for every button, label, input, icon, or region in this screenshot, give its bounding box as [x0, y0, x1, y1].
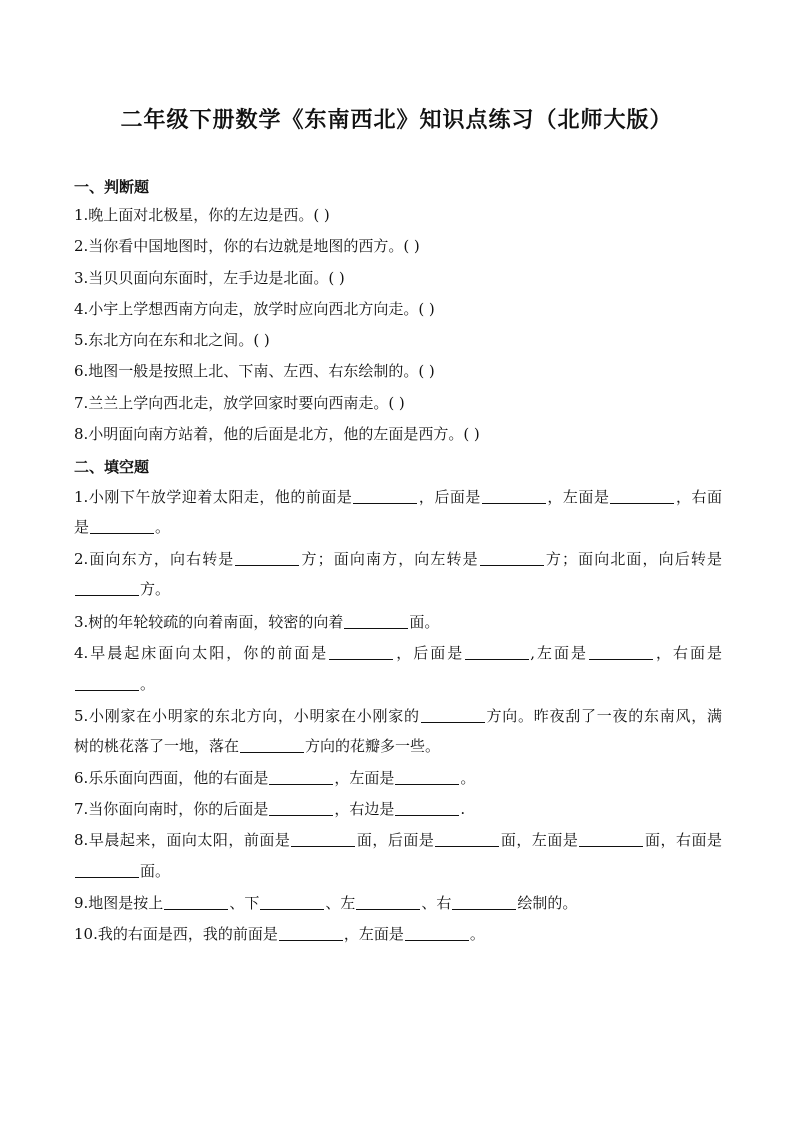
answer-blank[interactable]: [465, 645, 529, 660]
fill-question-4-cont: 。: [74, 674, 722, 694]
answer-blank[interactable]: [75, 676, 139, 691]
answer-blank[interactable]: [356, 895, 420, 910]
answer-blank[interactable]: [279, 926, 343, 941]
answer-blank[interactable]: [269, 801, 333, 816]
answer-blank[interactable]: [164, 895, 228, 910]
fill-question-8: 8.早晨起来，面向太阳，前面是 面，后面是 面，左面是 面，右面是: [74, 831, 722, 849]
page-title: 二年级下册数学《东南西北》知识点练习（北师大版）: [120, 107, 673, 133]
fill-question-5: 5.小刚家在小明家的东北方向，小明家在小刚家的 方向。昨夜刮了一夜的东南风，满: [74, 707, 722, 725]
answer-blank[interactable]: [395, 770, 459, 785]
answer-blank[interactable]: [610, 489, 674, 504]
fill-question-5-cont: 树的桃花落了一地，落在 方向的花瓣多一些。: [74, 737, 441, 755]
answer-blank[interactable]: [482, 489, 546, 504]
fill-question-7: 7.当你面向南时，你的后面是 ，右边是 .: [74, 800, 466, 818]
fill-question-1-cont: 是 。: [74, 518, 171, 536]
answer-blank[interactable]: [589, 645, 653, 660]
answer-blank[interactable]: [452, 895, 516, 910]
fill-question-8-cont: 面。: [74, 861, 722, 881]
answer-blank[interactable]: [235, 551, 299, 566]
answer-blank[interactable]: [353, 489, 417, 504]
fill-question-6: 6.乐乐面向西面，他的右面是 ，左面是 。: [74, 769, 476, 787]
answer-blank[interactable]: [579, 832, 643, 847]
judge-question-3: 3.当贝贝面向东面时，左手边是北面。( ): [74, 269, 345, 287]
answer-blank[interactable]: [329, 645, 393, 660]
answer-blank[interactable]: [405, 926, 469, 941]
judge-question-2: 2.当你看中国地图时，你的右边就是地图的西方。( ): [74, 237, 420, 255]
answer-blank[interactable]: [240, 738, 304, 753]
judge-question-4: 4.小宇上学想西南方向走，放学时应向西北方向走。( ): [74, 300, 435, 318]
answer-blank[interactable]: [75, 863, 139, 878]
fill-question-9: 9.地图是按上 、下 、左 、右 绘制的。: [74, 894, 578, 912]
fill-question-3: 3.树的年轮较疏的向着南面，较密的向着 面。: [74, 613, 440, 631]
judge-question-8: 8.小明面向南方站着，他的后面是北方，他的左面是西方。( ): [74, 425, 480, 443]
judge-question-7: 7.兰兰上学向西北走，放学回家时要向西南走。( ): [74, 394, 405, 412]
answer-blank[interactable]: [291, 832, 355, 847]
judge-question-6: 6.地图一般是按照上北、下南、左西、右东绘制的。( ): [74, 362, 435, 380]
answer-blank[interactable]: [421, 708, 485, 723]
answer-blank[interactable]: [435, 832, 499, 847]
judge-question-5: 5.东北方向在东和北之间。( ): [74, 331, 270, 349]
answer-blank[interactable]: [269, 770, 333, 785]
answer-blank[interactable]: [480, 551, 544, 566]
fill-question-4: 4.早晨起床面向太阳，你的前面是 ，后面是 ,左面是 ，右面是: [74, 644, 722, 662]
fill-question-1: 1.小刚下午放学迎着太阳走，他的前面是 ，后面是 ，左面是 ，右面: [74, 488, 722, 506]
answer-blank[interactable]: [75, 581, 139, 596]
answer-blank[interactable]: [260, 895, 324, 910]
fill-question-2: 2.面向东方，向右转是 方；面向南方，向左转是 方；面向北面，向后转是: [74, 550, 722, 568]
fill-question-2-cont: 方。: [74, 579, 722, 599]
fill-question-10: 10.我的右面是西，我的前面是 ，左面是 。: [74, 925, 485, 943]
answer-blank[interactable]: [90, 519, 154, 534]
answer-blank[interactable]: [395, 801, 459, 816]
section-heading-judgement: 一、判断题: [74, 178, 150, 196]
answer-blank[interactable]: [344, 614, 408, 629]
section-heading-fill-in: 二、填空题: [74, 458, 150, 476]
judge-question-1: 1.晚上面对北极星，你的左边是西。( ): [74, 206, 330, 224]
